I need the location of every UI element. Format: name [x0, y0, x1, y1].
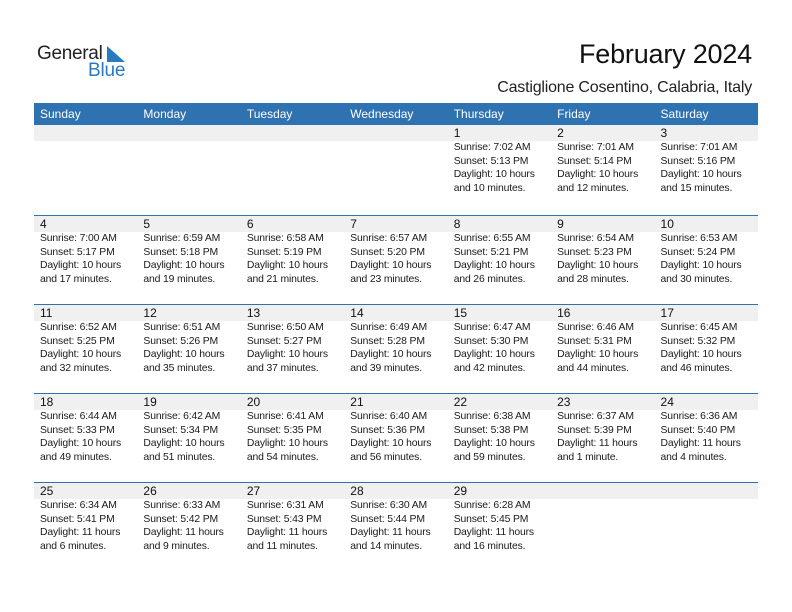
sunrise-text: Sunrise: 6:46 AM: [557, 322, 634, 333]
minutes-text: and 10 minutes.: [453, 182, 526, 194]
day-number: 7: [350, 217, 357, 231]
minutes-text: and 42 minutes.: [453, 362, 526, 374]
weekday-header-thursday: Thursday: [453, 107, 504, 121]
sunrise-text: Sunrise: 6:58 AM: [246, 233, 324, 244]
sunset-text: Sunset: 5:43 PM: [246, 513, 322, 525]
daylight-text: [247, 168, 344, 182]
sunrise-text: [350, 141, 447, 155]
minutes-text: and 51 minutes.: [143, 451, 216, 463]
day-cell: [34, 321, 137, 375]
daylight-text: Daylight: 11 hours: [143, 527, 224, 538]
sunset-text: Sunset: 5:26 PM: [143, 335, 218, 347]
sunrise-text: [557, 499, 654, 513]
day-cell: [137, 141, 240, 195]
day-number: 5: [143, 217, 151, 231]
sunset-text: Sunset: 5:27 PM: [246, 335, 322, 347]
day-number: 11: [40, 306, 53, 320]
logo-text-blue: Blue: [88, 60, 126, 81]
daylight-text: Daylight: 10 hours: [246, 438, 328, 449]
daylight-text: Daylight: 10 hours: [350, 260, 432, 271]
day-number: 14: [350, 306, 364, 320]
day-cell: [551, 141, 654, 195]
minutes-text: and 11 minutes.: [246, 540, 318, 552]
day-cell: [448, 499, 551, 553]
minutes-text: and 35 minutes.: [143, 362, 216, 374]
day-cell: [655, 232, 758, 286]
sunset-text: Sunset: 5:35 PM: [246, 424, 322, 436]
daylight-text: [350, 168, 447, 182]
day-cell: [137, 410, 240, 464]
weekday-header-sunday: Sunday: [40, 107, 81, 121]
minutes-text: and 37 minutes.: [246, 362, 319, 374]
daylight-text: Daylight: 10 hours: [40, 438, 122, 449]
daylight-text: Daylight: 11 hours: [246, 527, 328, 538]
day-number: 27: [246, 484, 261, 498]
daylight-text: Daylight: 11 hours: [40, 527, 121, 538]
day-cell: [241, 410, 344, 464]
day-number: 20: [246, 395, 261, 409]
calendar-weeks: [34, 125, 758, 571]
sunset-text: Sunset: 5:24 PM: [660, 246, 736, 258]
day-number: 12: [143, 306, 157, 320]
sunset-text: Sunset: 5:17 PM: [40, 246, 115, 258]
minutes-text: and 1 minute.: [557, 451, 619, 463]
sunset-text: [557, 513, 654, 527]
day-number: 29: [453, 484, 468, 498]
day-cell: [34, 499, 137, 553]
minutes-text: and 44 minutes.: [557, 362, 629, 374]
day-number: 6: [246, 217, 254, 231]
day-number: [344, 125, 447, 141]
daylight-text: Daylight: 11 hours: [557, 438, 638, 449]
minutes-text: and 17 minutes.: [40, 273, 112, 285]
minutes-text: [661, 540, 758, 554]
day-cell: [344, 141, 447, 195]
sunrise-text: Sunrise: 7:01 AM: [557, 142, 634, 153]
sunset-text: Sunset: 5:36 PM: [350, 424, 425, 436]
day-number: 1: [453, 126, 461, 140]
minutes-text: and 21 minutes.: [246, 273, 319, 285]
minutes-text: and 23 minutes.: [350, 273, 422, 285]
sunset-text: Sunset: 5:23 PM: [557, 246, 632, 258]
day-cell: [344, 410, 447, 464]
logo-text-general: General: [37, 43, 103, 64]
daylight-text: Daylight: 10 hours: [557, 260, 639, 271]
minutes-text: and 59 minutes.: [453, 451, 526, 463]
sunset-text: Sunset: 5:13 PM: [453, 155, 529, 167]
day-cell: [655, 321, 758, 375]
sunrise-text: Sunrise: 6:38 AM: [453, 411, 531, 422]
minutes-text: and 39 minutes.: [350, 362, 422, 374]
minutes-text: [143, 182, 240, 196]
day-info-row: [34, 321, 758, 375]
sunset-text: Sunset: 5:38 PM: [453, 424, 529, 436]
minutes-text: and 30 minutes.: [660, 273, 733, 285]
sunrise-text: Sunrise: 6:49 AM: [350, 322, 427, 333]
calendar-grid: [34, 103, 758, 571]
day-number: [241, 125, 344, 141]
week-row: [34, 125, 758, 215]
sunset-text: [350, 155, 447, 169]
day-cell: [344, 499, 447, 553]
daylight-text: Daylight: 10 hours: [660, 169, 742, 180]
sunrise-text: Sunrise: 6:33 AM: [143, 500, 221, 511]
sunrise-text: Sunrise: 6:34 AM: [40, 500, 117, 511]
minutes-text: [557, 540, 654, 554]
sunset-text: Sunset: 5:28 PM: [350, 335, 425, 347]
sunset-text: Sunset: 5:14 PM: [557, 155, 632, 167]
location-subtitle: Castiglione Cosentino, Calabria, Italy: [497, 79, 752, 96]
sunset-text: Sunset: 5:42 PM: [143, 513, 218, 525]
sunset-text: [143, 155, 240, 169]
sunrise-text: Sunrise: 6:31 AM: [246, 500, 324, 511]
daylight-text: Daylight: 10 hours: [453, 260, 535, 271]
sunset-text: Sunset: 5:18 PM: [143, 246, 218, 258]
sunset-text: Sunset: 5:20 PM: [350, 246, 425, 258]
day-cell: [137, 232, 240, 286]
day-cell: [448, 232, 551, 286]
sunrise-text: Sunrise: 7:00 AM: [40, 233, 117, 244]
day-number: 8: [453, 217, 461, 231]
daylight-text: Daylight: 10 hours: [453, 169, 535, 180]
sunrise-text: Sunrise: 6:44 AM: [40, 411, 117, 422]
sunrise-text: [40, 141, 137, 155]
minutes-text: and 14 minutes.: [350, 540, 422, 552]
day-number-row: [34, 483, 758, 499]
sunrise-text: Sunrise: 6:50 AM: [246, 322, 324, 333]
daylight-text: Daylight: 10 hours: [350, 349, 432, 360]
sunset-text: Sunset: 5:21 PM: [453, 246, 529, 258]
daylight-text: Daylight: 11 hours: [660, 438, 741, 449]
day-info-row: [34, 141, 758, 195]
sunrise-text: Sunrise: 6:53 AM: [660, 233, 738, 244]
sunrise-text: Sunrise: 6:42 AM: [143, 411, 221, 422]
minutes-text: and 49 minutes.: [40, 451, 112, 463]
daylight-text: [40, 168, 137, 182]
daylight-text: Daylight: 10 hours: [143, 438, 225, 449]
day-number: 25: [40, 484, 54, 498]
day-number: 26: [143, 484, 157, 498]
sunrise-text: Sunrise: 6:41 AM: [246, 411, 324, 422]
day-cell: [34, 232, 137, 286]
day-number-row: [34, 305, 758, 321]
daylight-text: [143, 168, 240, 182]
day-number: [137, 125, 240, 141]
sunrise-text: Sunrise: 6:45 AM: [660, 322, 738, 333]
daylight-text: Daylight: 10 hours: [40, 260, 122, 271]
week-row: [34, 215, 758, 304]
sunrise-text: Sunrise: 6:59 AM: [143, 233, 221, 244]
sunset-text: Sunset: 5:44 PM: [350, 513, 425, 525]
day-number: 13: [246, 306, 261, 320]
day-number: [551, 483, 654, 499]
sunset-text: Sunset: 5:30 PM: [453, 335, 529, 347]
sunset-text: Sunset: 5:25 PM: [40, 335, 115, 347]
minutes-text: and 16 minutes.: [453, 540, 526, 552]
weekday-header-saturday: Saturday: [660, 107, 709, 121]
weekday-header-row: [34, 103, 758, 125]
minutes-text: and 56 minutes.: [350, 451, 422, 463]
minutes-text: [247, 182, 344, 196]
sunset-text: Sunset: 5:45 PM: [453, 513, 529, 525]
sunset-text: Sunset: 5:16 PM: [660, 155, 736, 167]
day-cell: [551, 232, 654, 286]
day-number: 4: [40, 217, 47, 231]
day-cell: [448, 321, 551, 375]
day-number: 23: [557, 395, 571, 409]
daylight-text: Daylight: 10 hours: [246, 349, 328, 360]
day-number-row: [34, 216, 758, 232]
day-cell: [241, 321, 344, 375]
day-cell: [344, 232, 447, 286]
minutes-text: and 26 minutes.: [453, 273, 526, 285]
sunrise-text: Sunrise: 6:40 AM: [350, 411, 427, 422]
day-number: 24: [660, 395, 674, 409]
day-number: 9: [557, 217, 564, 231]
day-info-row: [34, 410, 758, 464]
weekday-header-tuesday: Tuesday: [246, 107, 293, 121]
day-number: 10: [660, 217, 674, 231]
day-info-row: [34, 499, 758, 553]
week-row: [34, 393, 758, 482]
day-number-row: [34, 394, 758, 410]
day-number: [655, 483, 758, 499]
sunrise-text: Sunrise: 6:36 AM: [660, 411, 738, 422]
day-cell: [241, 141, 344, 195]
daylight-text: Daylight: 10 hours: [40, 349, 122, 360]
daylight-text: Daylight: 11 hours: [453, 527, 534, 538]
daylight-text: Daylight: 10 hours: [660, 349, 742, 360]
daylight-text: Daylight: 11 hours: [350, 527, 431, 538]
day-cell: [34, 410, 137, 464]
day-cell: [34, 141, 137, 195]
week-row: [34, 482, 758, 571]
week-row: [34, 304, 758, 393]
sunrise-text: Sunrise: 7:02 AM: [453, 142, 531, 153]
day-cell: [551, 321, 654, 375]
day-info-row: [34, 232, 758, 286]
sunset-text: [247, 155, 344, 169]
day-cell: [448, 141, 551, 195]
minutes-text: and 19 minutes.: [143, 273, 216, 285]
daylight-text: Daylight: 10 hours: [246, 260, 328, 271]
daylight-text: Daylight: 10 hours: [557, 169, 639, 180]
minutes-text: and 6 minutes.: [40, 540, 107, 552]
minutes-text: and 28 minutes.: [557, 273, 629, 285]
minutes-text: and 32 minutes.: [40, 362, 112, 374]
minutes-text: and 12 minutes.: [557, 182, 629, 194]
day-cell: [241, 232, 344, 286]
sunrise-text: Sunrise: 6:30 AM: [350, 500, 427, 511]
day-number: 16: [557, 306, 571, 320]
sunset-text: Sunset: 5:31 PM: [557, 335, 632, 347]
day-cell: [655, 410, 758, 464]
day-cell: [655, 141, 758, 195]
day-cell: [241, 499, 344, 553]
sunrise-text: Sunrise: 6:55 AM: [453, 233, 531, 244]
daylight-text: Daylight: 10 hours: [350, 438, 432, 449]
sunrise-text: Sunrise: 6:37 AM: [557, 411, 634, 422]
day-number: 19: [143, 395, 157, 409]
day-cell: [551, 499, 654, 553]
sunrise-text: Sunrise: 6:57 AM: [350, 233, 427, 244]
sunset-text: Sunset: 5:19 PM: [246, 246, 322, 258]
day-cell: [655, 499, 758, 553]
sunset-text: [661, 513, 758, 527]
day-number-row: [34, 125, 758, 141]
day-cell: [344, 321, 447, 375]
sunset-text: Sunset: 5:39 PM: [557, 424, 632, 436]
sunrise-text: Sunrise: 7:01 AM: [660, 142, 738, 153]
sunrise-text: Sunrise: 6:51 AM: [143, 322, 221, 333]
sunset-text: Sunset: 5:40 PM: [660, 424, 736, 436]
weekday-header-friday: Friday: [557, 107, 591, 121]
generalblue-logo: [37, 43, 137, 83]
minutes-text: [350, 182, 447, 196]
page-title: February 2024: [578, 39, 752, 69]
day-cell: [448, 410, 551, 464]
daylight-text: Daylight: 10 hours: [143, 349, 225, 360]
daylight-text: Daylight: 10 hours: [453, 349, 535, 360]
day-cell: [137, 499, 240, 553]
minutes-text: [40, 182, 137, 196]
daylight-text: [661, 526, 758, 540]
minutes-text: and 15 minutes.: [660, 182, 733, 194]
day-cell: [551, 410, 654, 464]
minutes-text: and 4 minutes.: [660, 451, 727, 463]
day-number: 17: [660, 306, 674, 320]
minutes-text: and 54 minutes.: [246, 451, 319, 463]
sunset-text: Sunset: 5:34 PM: [143, 424, 218, 436]
sunrise-text: Sunrise: 6:28 AM: [453, 500, 531, 511]
day-number: [34, 125, 137, 141]
sunrise-text: Sunrise: 6:54 AM: [557, 233, 634, 244]
sunrise-text: Sunrise: 6:47 AM: [453, 322, 531, 333]
daylight-text: Daylight: 10 hours: [143, 260, 225, 271]
sunrise-text: [247, 141, 344, 155]
day-number: 3: [660, 126, 668, 140]
sunset-text: [40, 155, 137, 169]
daylight-text: Daylight: 10 hours: [453, 438, 535, 449]
daylight-text: Daylight: 10 hours: [557, 349, 639, 360]
day-number: 28: [350, 484, 364, 498]
day-number: 22: [453, 395, 468, 409]
sunset-text: Sunset: 5:32 PM: [660, 335, 736, 347]
sunrise-text: [661, 499, 758, 513]
daylight-text: [557, 526, 654, 540]
sunset-text: Sunset: 5:41 PM: [40, 513, 115, 525]
sunrise-text: Sunrise: 6:52 AM: [40, 322, 117, 333]
day-number: 15: [453, 306, 468, 320]
day-number: 2: [557, 126, 564, 140]
day-number: 18: [40, 395, 54, 409]
minutes-text: and 46 minutes.: [660, 362, 733, 374]
weekday-header-wednesday: Wednesday: [350, 107, 414, 121]
minutes-text: and 9 minutes.: [143, 540, 210, 552]
sunrise-text: [143, 141, 240, 155]
sunset-text: Sunset: 5:33 PM: [40, 424, 115, 436]
day-cell: [137, 321, 240, 375]
daylight-text: Daylight: 10 hours: [660, 260, 742, 271]
weekday-header-monday: Monday: [143, 107, 187, 121]
day-number: 21: [350, 395, 364, 409]
